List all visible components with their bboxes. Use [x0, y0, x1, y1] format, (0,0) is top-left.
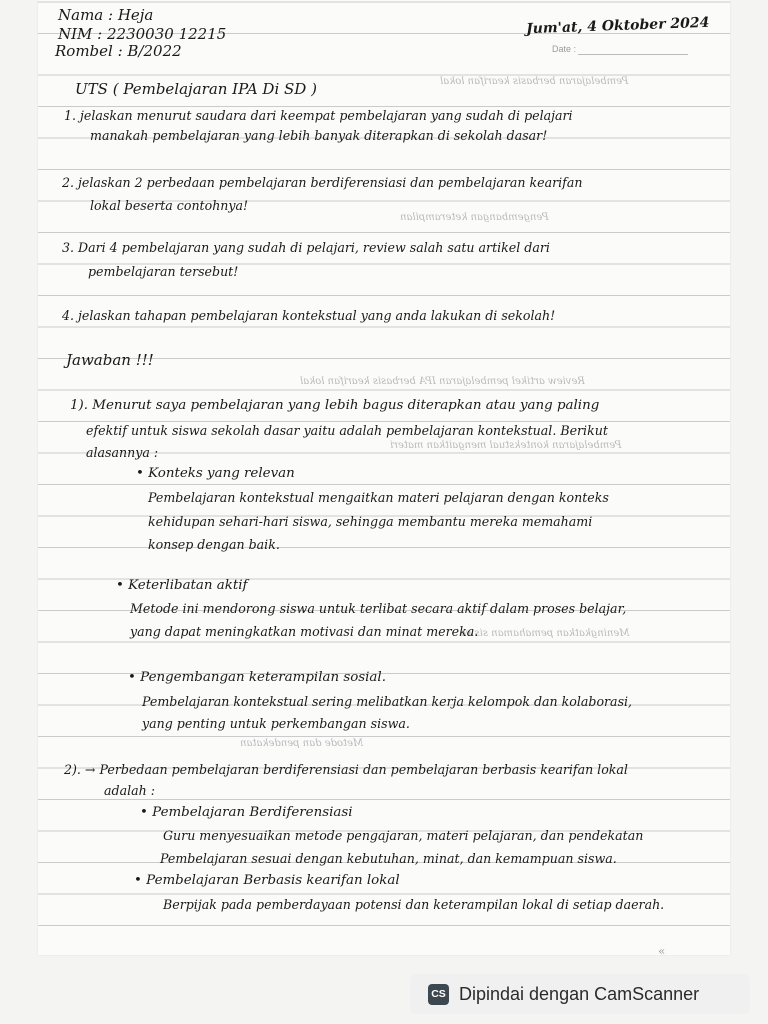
question-2-line-1: 2. jelaskan 2 perbedaan pembelajaran berdiferensiasi dan pembelajaran kearifan	[62, 175, 583, 190]
camscanner-logo-icon: CS	[428, 984, 449, 1005]
date-field-label: Date :	[552, 44, 577, 54]
student-nim: NIM : 2230030 12215	[58, 25, 227, 43]
bullet-text: yang penting untuk perkembangan siswa.	[142, 716, 410, 731]
bullet-text: konsep dengan baik.	[148, 537, 280, 552]
exam-title: UTS ( Pembelajaran IPA Di SD )	[75, 80, 317, 98]
bullet-text: Guru menyesuaikan metode pengajaran, materi pelajaran, dan pendekatan	[163, 828, 644, 843]
bullet-text: Berpijak pada pemberdayaan potensi dan keterampilan lokal di setiap daerah.	[163, 897, 665, 912]
bullet-text: Pembelajaran kontekstual sering melibatkan kerja kelompok dan kolaborasi,	[142, 694, 633, 709]
bullet-title: • Pembelajaran Berdiferensiasi	[140, 805, 353, 820]
answer-1-line-3: alasannya :	[86, 445, 159, 460]
bullet-text: Pembelajaran sesuai dengan kebutuhan, minat, dan kemampuan siswa.	[160, 851, 617, 866]
student-name: Nama : Heja	[58, 6, 154, 24]
student-rombel: Rombel : B/2022	[55, 42, 182, 60]
question-1-line-1: 1. jelaskan menurut saudara dari keempat pembelajaran yang sudah di pelajari	[64, 108, 573, 123]
bullet-text: kehidupan sehari-hari siswa, sehingga membantu mereka memahami	[148, 514, 593, 529]
bleed-through-text: Pembelajaran kontekstual mengaitkan materi	[390, 440, 622, 451]
question-4: 4. jelaskan tahapan pembelajaran kontekstual yang anda lakukan di sekolah!	[62, 308, 556, 323]
question-3-line-2: pembelajaran tersebut!	[88, 264, 239, 279]
date-field-line	[578, 54, 688, 55]
bullet-text: Metode ini mendorong siswa untuk terlibat secara aktif dalam proses belajar,	[130, 601, 627, 616]
question-3-line-1: 3. Dari 4 pembelajaran yang sudah di pelajari, review salah satu artikel dari	[62, 240, 550, 255]
answer-1-line-1: 1). Menurut saya pembelajaran yang lebih bagus diterapkan atau yang paling	[70, 398, 600, 413]
bleed-through-text: Pembelajaran berbasis kearifan lokal	[440, 76, 629, 87]
answer-1-line-2: efektif untuk siswa sekolah dasar yaitu adalah pembelajaran kontekstual. Berikut	[86, 423, 608, 438]
bullet-text: Pembelajaran kontekstual mengaitkan materi pelajaran dengan konteks	[148, 490, 609, 505]
answer-2-line-1: 2). → Perbedaan pembelajaran berdiferensiasi dan pembelajaran berbasis kearifan lokal	[64, 762, 628, 777]
question-1-line-2: manakah pembelajaran yang lebih banyak diterapkan di sekolah dasar!	[90, 128, 548, 143]
bleed-through-text: Metode dan pendekatan	[240, 738, 364, 749]
bullet-title: • Konteks yang relevan	[136, 466, 295, 481]
bleed-through-text: Pengembangan keterampilan	[400, 212, 549, 223]
bullet-title: • Pembelajaran Berbasis kearifan lokal	[134, 873, 400, 888]
bleed-through-text: Review artikel pembelajaran IPA berbasis kearifan lokal	[300, 376, 585, 387]
scanner-watermark-text: Dipindai dengan CamScanner	[459, 983, 700, 1004]
answers-heading: Jawaban !!!	[66, 351, 154, 369]
scanner-watermark	[410, 974, 750, 1014]
bullet-text: yang dapat meningkatkan motivasi dan minat mereka.	[130, 624, 479, 639]
page-corner-mark: «	[658, 944, 666, 958]
answer-2-line-2: adalah :	[104, 783, 155, 798]
bullet-title: • Keterlibatan aktif	[116, 578, 248, 593]
bullet-title: • Pengembangan keterampilan sosial.	[128, 670, 386, 685]
exam-date: Jum'at, 4 Oktober 2024	[525, 14, 710, 38]
bleed-through-text: Meningkatkan pemahaman siswa	[460, 628, 630, 639]
question-2-line-2: lokal beserta contohnya!	[90, 198, 249, 213]
